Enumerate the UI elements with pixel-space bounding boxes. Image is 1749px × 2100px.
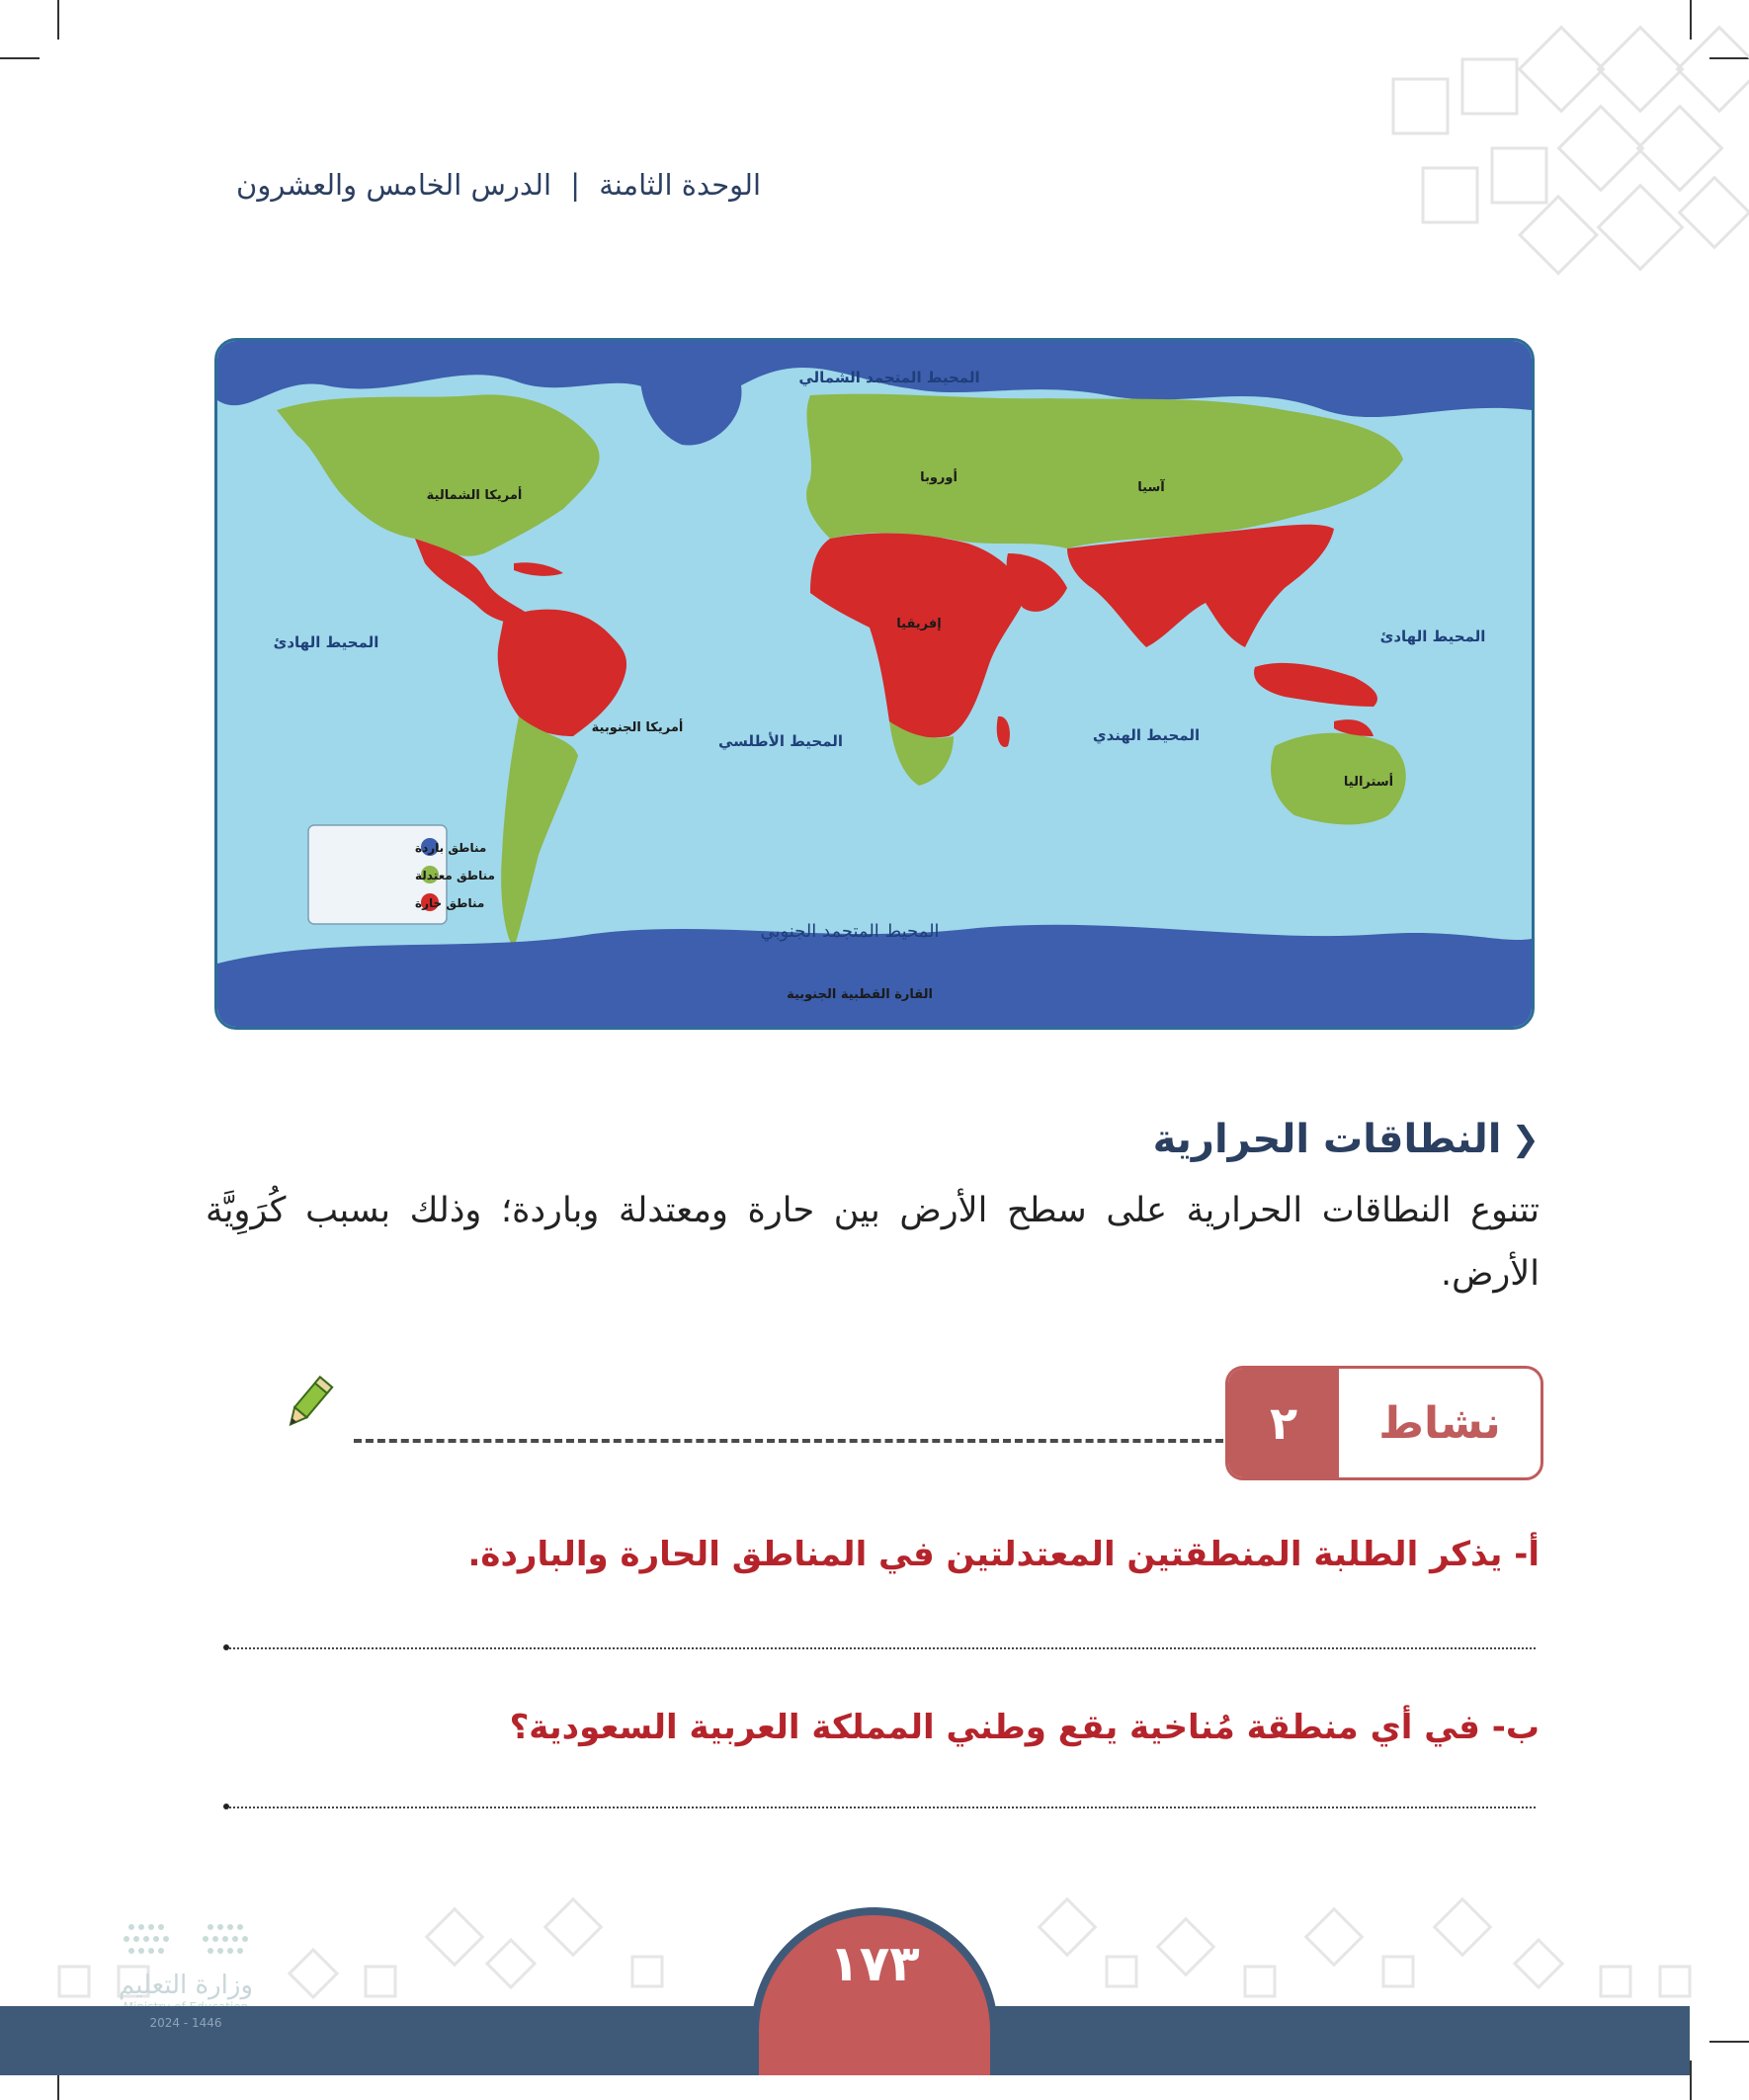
crop-mark: [1709, 2041, 1749, 2043]
answer-line-end-dot: [223, 1644, 229, 1650]
lesson-title: الدرس الخامس والعشرون: [236, 168, 552, 202]
southern-ocean-label: المحيط المتجمد الجنوبي: [760, 921, 940, 942]
legend-cold-label: مناطق باردة: [415, 841, 487, 855]
decorative-pattern: [1196, 0, 1749, 296]
crop-mark: [1690, 2060, 1692, 2100]
chevron-left-icon: ❮: [1511, 1120, 1540, 1159]
antarctica-label: القارة القطبية الجنوبية: [787, 987, 933, 1002]
atlantic-ocean-label: المحيط الأطلسي: [717, 732, 844, 750]
answer-line-a[interactable]: [229, 1647, 1536, 1649]
legend-temperate-label: مناطق معتدلة: [415, 869, 495, 882]
climate-map: [214, 338, 1535, 1030]
asia-label: آسيا: [1137, 480, 1165, 495]
header-separator: |: [570, 168, 581, 202]
legend-hot-label: مناطق حارة: [415, 896, 485, 910]
australia-label: أستراليا: [1343, 775, 1394, 790]
europe-label: أوروبا: [920, 470, 958, 485]
north-america-label: أمريكا الشمالية: [426, 488, 523, 503]
pacific-west-label: المحيط الهادئ: [273, 633, 379, 651]
activity-dashed-line: [354, 1439, 1223, 1443]
world-map-svg: [217, 341, 1532, 1027]
edition-year: 2024 - 1446: [149, 2016, 222, 2030]
pencil-icon: [279, 1374, 338, 1433]
question-b: ب- في أي منطقة مُناخية يقع وطني المملكة العربية السعودية؟: [509, 1708, 1540, 1747]
indian-ocean-label: المحيط الهندي: [1092, 726, 1201, 744]
section-title: [1153, 1117, 1540, 1162]
crop-mark: [57, 0, 59, 40]
africa-label: إفريقيا: [896, 617, 942, 631]
answer-line-b[interactable]: [229, 1806, 1536, 1808]
ministry-dots-icon: [112, 1917, 260, 1967]
page-number: ١٧٣: [829, 1935, 920, 1992]
unit-title: الوحدة الثامنة: [599, 168, 761, 202]
ministry-logo: [97, 1917, 275, 2014]
activity-label: نشاط: [1378, 1397, 1501, 1449]
activity-number: ٢: [1228, 1369, 1339, 1477]
pacific-east-label: المحيط الهادئ: [1379, 628, 1486, 645]
answer-line-end-dot: [223, 1804, 229, 1809]
south-america-label: أمريكا الجنوبية: [591, 720, 684, 735]
activity-badge: [1225, 1366, 1543, 1480]
crop-mark: [0, 57, 40, 59]
section-title-text: النطاقات الحرارية: [1152, 1117, 1502, 1162]
question-a: أ- يذكر الطلبة المنطقتين المعتدلتين في المناطق الحارة والباردة.: [467, 1535, 1540, 1574]
ministry-name-ar: وزارة التعليم: [118, 1971, 254, 2000]
arctic-ocean-label: المحيط المتجمد الشمالي: [798, 369, 980, 386]
section-body: تتنوع النطاقات الحرارية على سطح الأرض بين حارة ومعتدلة وباردة؛ وذلك بسبب كُرَوِيَّة الأرض.: [206, 1191, 1540, 1294]
footer-year-block: [97, 2016, 275, 2030]
page-header: [208, 168, 761, 202]
